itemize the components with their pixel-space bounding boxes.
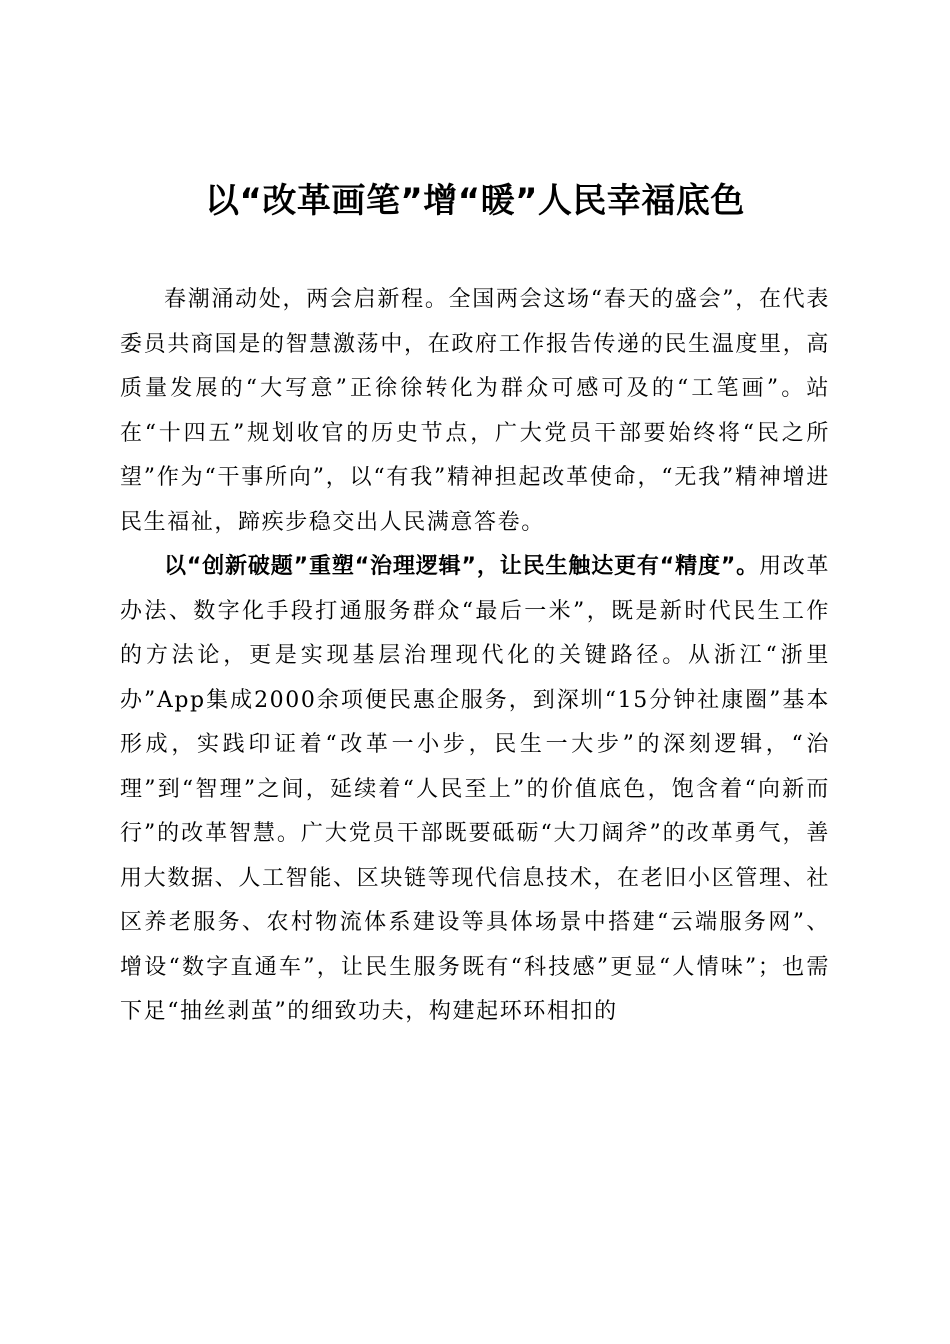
- document-body: [120, 278, 830, 1035]
- paragraph-innovation: [120, 545, 830, 1035]
- paragraph-lead-heading: 以“创新破题”重塑“治理逻辑”，让民生触达更有“精度”。: [164, 554, 760, 579]
- paragraph-text: 用改革办法、数字化手段打通服务群众“最后一米”，既是新时代民生工作的方法论，更是实现基层治理现代化的关键路径。从浙江“浙里办”App集成2000余项便民惠企服务，到深圳“15分钟社康圈”基本形成，实践印证着“改革一小步，民生一大步”的深刻逻辑，“治理”到“智理”之间，延续着“人民至上”的价值底色，饱含着“向新而行”的改革智慧。广大党员干部既要砥砺“大刀阔斧”的改革勇气，善用大数据、人工智能、区块链等现代信息技术，在老旧小区管理、社区养老服务、农村物流体系建设等具体场景中搭建“云端服务网”、增设“数字直通车”，让民生服务既有“科技感”更显“人情味”；也需下足“抽丝剥茧”的细致功夫，构建起环环相扣的: [120, 554, 830, 1024]
- document-title: 以“改革画笔”增“暖”人民幸福底色: [205, 181, 745, 221]
- paragraph-intro: [120, 278, 830, 545]
- paragraph-text: 春潮涌动处，两会启新程。全国两会这场“春天的盛会”，在代表委员共商国是的智慧激荡中，在政府工作报告传递的民生温度里，高质量发展的“大写意”正徐徐转化为群众可感可及的“工笔画”。站在“十四五”规划收官的历史节点，广大党员干部要始终将“民之所望”作为“干事所向”，以“有我”精神担起改革使命，“无我”精神增进民生福祉，蹄疾步稳交出人民满意答卷。: [120, 287, 830, 535]
